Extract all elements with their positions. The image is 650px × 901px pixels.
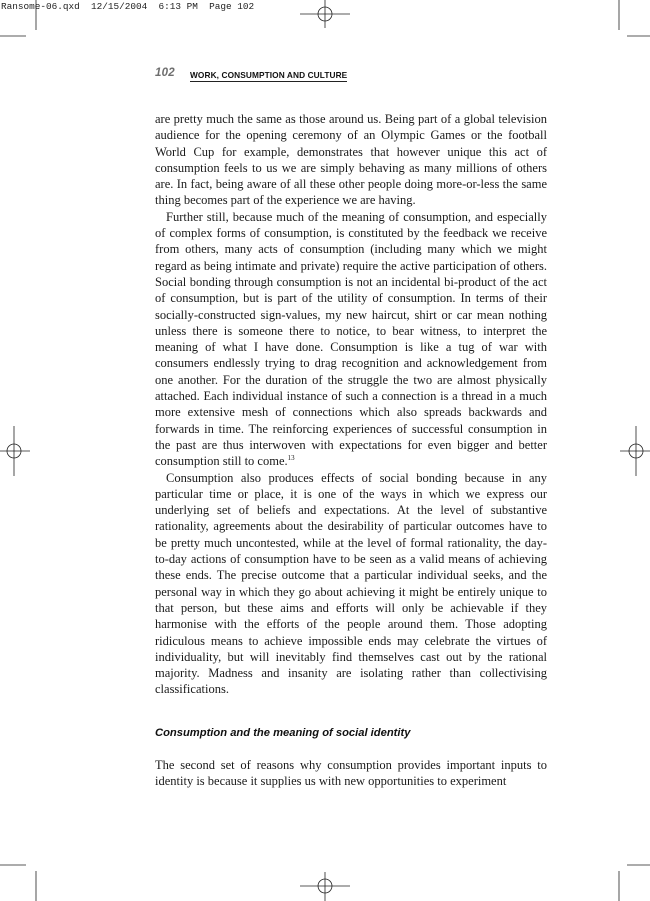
paragraph bbox=[155, 209, 547, 470]
running-head: WORK, CONSUMPTION AND CULTURE bbox=[190, 70, 348, 80]
body-text-continued bbox=[155, 757, 547, 790]
registration-mark-bottom bbox=[300, 872, 350, 901]
page-number: 102 bbox=[155, 67, 175, 79]
body-text bbox=[155, 111, 547, 698]
footnote-marker: 13 bbox=[287, 454, 295, 463]
registration-mark-top bbox=[300, 0, 350, 28]
registration-mark-left bbox=[0, 426, 30, 476]
paragraph: The second set of reasons why consumption provides important inputs to identity is because it supplies us with new opportunities to experiment bbox=[155, 758, 547, 789]
paragraph-text: Further still, because much of the meaning of consumption, and especially of complex forms of consumption, is constituted by the feedback we receive from others, many acts of consumption (including many which we might regard as being intimate and private) require the active participation of others. Social bonding through consumption is not an incidental bi-product of the act of consumption, but is part of the utility of consumption. In terms of their socially-constructed sign-values, my new haircut, shirt or car mean nothing unless there is someone there to notice, to bear witness, to interpret the meaning of what I have done. Consumption is like a tug of war with consumers endlessly trying to drag recognition and acknowledgement from one another. For the duration of the struggle the two are almost physically attached. Each individual instance of such a connection is a thread in a much more extensive mesh of connections which also spreads backwards and forwards in time. The reinforcing experiences of successful consumption in the past are thus interwoven with expectations for even bigger and better consumption still to come. bbox=[155, 209, 547, 469]
section-subheading: Consumption and the meaning of social identity bbox=[155, 727, 411, 739]
paragraph: Consumption also produces effects of social bonding because in any particular time or place, it is one of the ways in which we express our underlying set of beliefs and expectations. At the level of substantive rationality, agreements about the desirability of particular outcomes have to be pretty much uncontested, while at the level of formal rationality, the day-to-day actions of consumption have to be seen as a valid means of achieving these ends. The precise outcome that a particular individual seeks, and the personal way in which they go about achieving it might be entirely unique to that person, but these aims and efforts will only be achievable if they harmonise with the efforts of the people around them. Those adopting ridiculous means to achieve impossible ends may celebrate the virtues of individuality, but will inevitably find themselves cast out by the rational majority. Madness and insanity are isolating rather than collectivising classifications. bbox=[155, 470, 547, 697]
paragraph: are pretty much the same as those around us. Being part of a global television audience for the opening ceremony of an Olympic Games or the football World Cup for example, demonstrates that however unique this act of consumption feels to us we are simply behaving as many millions of others are. In fact, being aware of all these other people doing more-or-less the same thing becomes part of the experience we are having. bbox=[155, 112, 547, 208]
registration-mark-right bbox=[620, 426, 650, 476]
page-header bbox=[155, 67, 547, 83]
print-slug: Ransome-06.qxd 12/15/2004 6:13 PM Page 102 bbox=[1, 1, 255, 12]
